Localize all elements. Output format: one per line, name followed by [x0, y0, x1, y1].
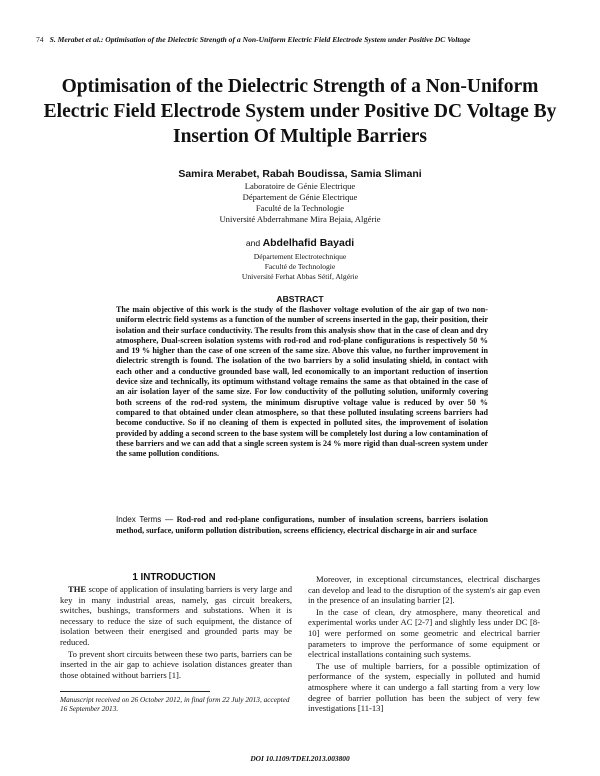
second-author — [0, 237, 600, 249]
affiliation-line: Université Ferhat Abbas Sétif, Algérie — [241, 272, 359, 281]
affiliation-line: Faculté de Technologie — [264, 262, 336, 271]
abstract-heading: ABSTRACT — [276, 294, 324, 304]
running-head-text: S. Merabet et al.: Optimisation of the Dielectric Strength of a Non-Uniform Electric Field Electrode System under Positive DC Voltage — [49, 35, 471, 44]
index-terms-text: Rod-rod and rod-plane configurations, number of insulation screens, barriers isolation method, surface, uniform pollution distribution, screens efficiency, electrical discharge in air and surface — [116, 515, 489, 535]
affiliation-line: Faculté de la Technologie — [255, 203, 345, 213]
footnote-divider — [60, 691, 210, 692]
affiliation-2 — [0, 252, 600, 282]
index-terms — [116, 515, 488, 536]
affiliation-line: Département de Génie Electrique — [242, 192, 358, 202]
running-head — [36, 35, 576, 44]
manuscript-footnote: Manuscript received on 26 October 2012, in final form 22 July 2013, accepted 16 September 2013. — [60, 695, 290, 713]
paragraph — [60, 584, 292, 648]
paragraph-text: scope of application of insulating barriers is very large and key in many industrial areas, namely, gas circuit breakers, switches, bushings, transformers and substations. When it is necessary to reduce the size of such equipment, the distance of isolation between their energised and grounded parts may be reduced. — [60, 584, 292, 647]
affiliation-line: Laboratoire de Génie Electrique — [244, 181, 356, 191]
paragraph: In the case of clean, dry atmosphere, many theoretical and experimental works under AC [2-7] and slightly less under DC [8-10] were performed on some geometric and electrical barrier parameters to improve the performance of some equipment or electrical installations containing such systems. — [308, 606, 540, 660]
paragraph: The use of multiple barriers, for a possible optimization of performance of the system, especially in polluted and humid atmosphere where it can undergo a fall starting from a very low degree of barrier pollution has been the subject of very few investigations [11-13] — [308, 660, 540, 714]
index-terms-label: Index Terms — — [116, 515, 174, 524]
affiliation-line: Département Electrotechnique — [253, 252, 347, 261]
doi-footer: DOI 10.1109/TDEI.2013.003800 — [250, 754, 350, 763]
affiliation-1 — [0, 181, 600, 225]
affiliation-line: Université Abderrahmane Mira Bejaia, Algérie — [219, 214, 381, 224]
section-heading-introduction: 1 INTRODUCTION — [132, 572, 216, 583]
paper-title: Optimisation of the Dielectric Strength of a Non-Uniform Electric Field Electrode System under Positive DC Voltage By Insertion Of Multiple Barriers — [43, 76, 557, 147]
authors: Samira Merabet, Rabah Boudissa, Samia Slimani — [178, 168, 422, 180]
abstract-body: The main objective of this work is the study of the flashover voltage evolution of the air gap of two non-uniform electric field systems as a function of the number of screens inserted in the gap, their position, their isolation and their surface conductivity. The results from this analysis show that in the case of clean and dry atmosphere, Dual-screen isolation systems with rod-rod and rod-plane configurations is respectively 50 % and 19 % higher than the case of one screen of the same size. Above this value, no further improvement in dielectric strength is found. The isolation of the two barriers by a solid insulating shield, in contact with each other and a conductive grounded base wall, led economically to an important reduction of insertion device size and technically, its optimum withstand voltage remains the same as that obtained in the case of an air isolation layer of the same size. For low conductivity of the polluting solution, uniformly covering both screens of the rod-rod system, the minimum disruptive voltage value is reduced by over 50 % compared to that obtained under clean atmosphere, so that these polluted insulating screens barriers had become conductive. So if no cleaning of them is expected in polluted sites, the improvement of isolation provided by adding a second screen to the base system will be completely lost during a low contamination of these barriers and we can add that a single screen system is 24 % more rigid than dual-screen system under the same pollution conditions. — [116, 305, 488, 459]
drop-lead-word: THE — [68, 584, 87, 594]
author-name: Abdelhafid Bayadi — [262, 237, 355, 249]
page-number: 74 — [36, 35, 44, 44]
paragraph: Moreover, in exceptional circumstances, electrical discharges can develop and lead to the disruption of the system's air gap even in the presence of an insulating barrier [2]. — [308, 574, 540, 606]
right-column — [308, 574, 540, 715]
author-conjunction: and — [245, 238, 261, 248]
left-column — [60, 584, 292, 681]
paragraph: To prevent short circuits between these two parts, barriers can be inserted in the air gap to achieve isolation distances greater than those obtained without barriers [1]. — [60, 648, 292, 680]
